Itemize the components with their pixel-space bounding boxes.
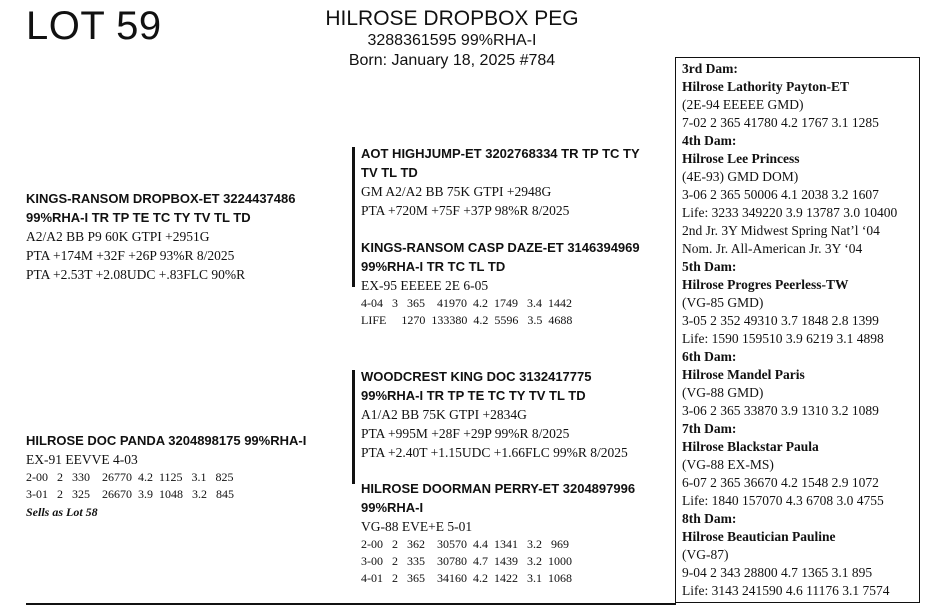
dam-sire-name-cont: 99%RHA-I TR TP TE TC TY TV TL TD bbox=[361, 388, 586, 403]
dam-3-name: Hilrose Lathority Payton-ET bbox=[682, 79, 849, 94]
lot-number: LOT 59 bbox=[26, 4, 162, 48]
dam-8-line: 9-04 2 343 28800 4.7 1365 3.1 895 bbox=[682, 565, 873, 580]
dam-dam-record: 4-01 2 365 34160 4.2 1422 3.1 1068 bbox=[361, 571, 572, 585]
sire-dam-record: 4-04 3 365 41970 4.2 1749 3.4 1442 bbox=[361, 296, 572, 310]
dam-8-line: Life: 3143 241590 4.6 11176 3.1 7574 bbox=[682, 583, 890, 598]
dam-6-line: 3-06 2 365 33870 3.9 1310 3.2 1089 bbox=[682, 403, 879, 418]
sire-name: KINGS-RANSOM DROPBOX-ET 3224437486 bbox=[26, 191, 296, 206]
dam-7-line: (VG-88 EX-MS) bbox=[682, 457, 774, 472]
dam-sire-pta-production: PTA +995M +28F +29P 99%R 8/2025 bbox=[361, 426, 570, 441]
dam-3-line: 7-02 2 365 41780 4.2 1767 3.1 1285 bbox=[682, 115, 879, 130]
registration-number: 3288361595 99%RHA-I bbox=[367, 32, 537, 49]
dam-dam-name-cont: 99%RHA-I bbox=[361, 500, 424, 515]
dam-8-line: (VG-87) bbox=[682, 547, 729, 562]
sire-dam-name: KINGS-RANSOM CASP DAZE-ET 3146394969 bbox=[361, 240, 640, 255]
bottom-rule bbox=[26, 603, 676, 605]
dam-sire-block bbox=[361, 367, 628, 462]
dam-dam-classification: VG-88 EVE+E 5-01 bbox=[361, 519, 473, 534]
dam-sale-note: Sells as Lot 58 bbox=[26, 505, 98, 519]
dam-sire-name: WOODCREST KING DOC 3132417775 bbox=[361, 369, 592, 384]
dam-6-name: Hilrose Mandel Paris bbox=[682, 367, 805, 382]
dam-4-name: Hilrose Lee Princess bbox=[682, 151, 800, 166]
sire-sire-block bbox=[361, 144, 640, 220]
sire-dam-lifetime: LIFE 1270 133380 4.2 5596 3.5 4688 bbox=[361, 313, 573, 327]
dam-sire-pta-type: PTA +2.40T +1.15UDC +1.66FLC 99%R 8/2025 bbox=[361, 445, 628, 460]
dam-sire-genomics: A1/A2 BB 75K GTPI +2834G bbox=[361, 407, 527, 422]
dam-classification: EX-91 EEVVE 4-03 bbox=[26, 452, 138, 467]
dam-family-box bbox=[675, 57, 920, 603]
sire-pedigree-bracket bbox=[352, 147, 355, 287]
dam-5-line: (VG-85 GMD) bbox=[682, 295, 764, 310]
dam-7-line: 6-07 2 365 36670 4.2 1548 2.9 1072 bbox=[682, 475, 879, 490]
dam-block bbox=[26, 431, 306, 521]
sire-dam-name-cont: 99%RHA-I TR TC TL TD bbox=[361, 259, 506, 274]
dam-dam-record: 2-00 2 362 30570 4.4 1341 3.2 969 bbox=[361, 537, 569, 551]
dam-7-name: Hilrose Blackstar Paula bbox=[682, 439, 819, 454]
sire-block bbox=[26, 189, 295, 284]
dam-3-label: 3rd Dam: bbox=[682, 61, 738, 76]
dam-4-label: 4th Dam: bbox=[682, 133, 737, 148]
dam-3-line: (2E-94 EEEEE GMD) bbox=[682, 97, 804, 112]
dam-dam-block bbox=[361, 479, 635, 587]
sire-sire-pta: PTA +720M +75F +37P 98%R 8/2025 bbox=[361, 203, 570, 218]
dam-4-line: Life: 3233 349220 3.9 13787 3.0 10400 bbox=[682, 205, 898, 220]
sire-dam-block bbox=[361, 238, 640, 329]
dam-8-name: Hilrose Beautician Pauline bbox=[682, 529, 836, 544]
sire-sire-name: AOT HIGHJUMP-ET 3202768334 TR TP TC TY bbox=[361, 146, 640, 161]
dam-7-line: Life: 1840 157070 4.3 6708 3.0 4755 bbox=[682, 493, 884, 508]
dam-5-line: 3-05 2 352 49310 3.7 1848 2.8 1399 bbox=[682, 313, 879, 328]
sire-pta-type: PTA +2.53T +2.08UDC +.83FLC 90%R bbox=[26, 267, 246, 282]
dam-5-line: Life: 1590 159510 3.9 6219 3.1 4898 bbox=[682, 331, 884, 346]
sire-pta-production: PTA +174M +32F +26P 93%R 8/2025 bbox=[26, 248, 235, 263]
dam-7-label: 7th Dam: bbox=[682, 421, 737, 436]
dam-name: HILROSE DOC PANDA 3204898175 99%RHA-I bbox=[26, 433, 307, 448]
sire-name-cont: 99%RHA-I TR TP TE TC TY TV TL TD bbox=[26, 210, 251, 225]
dam-8-label: 8th Dam: bbox=[682, 511, 737, 526]
dam-4-line: (4E-93) GMD DOM) bbox=[682, 169, 799, 184]
dam-5-label: 5th Dam: bbox=[682, 259, 737, 274]
dam-6-label: 6th Dam: bbox=[682, 349, 737, 364]
dam-dam-record: 3-00 2 335 30780 4.7 1439 3.2 1000 bbox=[361, 554, 572, 568]
sire-genomics: A2/A2 BB P9 60K GTPI +2951G bbox=[26, 229, 210, 244]
dam-5-name: Hilrose Progres Peerless-TW bbox=[682, 277, 849, 292]
sire-sire-genomics: GM A2/A2 BB 75K GTPI +2948G bbox=[361, 184, 552, 199]
dam-4-line: 2nd Jr. 3Y Midwest Spring Nat’l ‘04 bbox=[682, 223, 880, 238]
dam-dam-name: HILROSE DOORMAN PERRY-ET 3204897996 bbox=[361, 481, 636, 496]
dam-4-line: Nom. Jr. All-American Jr. 3Y ‘04 bbox=[682, 241, 863, 256]
dam-pedigree-bracket bbox=[352, 370, 355, 484]
sire-sire-name-cont: TV TL TD bbox=[361, 165, 418, 180]
dam-4-line: 3-06 2 365 50006 4.1 2038 3.2 1607 bbox=[682, 187, 879, 202]
dam-6-line: (VG-88 GMD) bbox=[682, 385, 764, 400]
dam-record: 2-00 2 330 26770 4.2 1125 3.1 825 bbox=[26, 470, 234, 484]
birth-date: Born: January 18, 2025 #784 bbox=[348, 52, 556, 69]
dam-record: 3-01 2 325 26670 3.9 1048 3.2 845 bbox=[26, 487, 234, 501]
sire-dam-classification: EX-95 EEEEE 2E 6-05 bbox=[361, 278, 489, 293]
animal-name: HILROSE DROPBOX PEG bbox=[325, 7, 579, 30]
